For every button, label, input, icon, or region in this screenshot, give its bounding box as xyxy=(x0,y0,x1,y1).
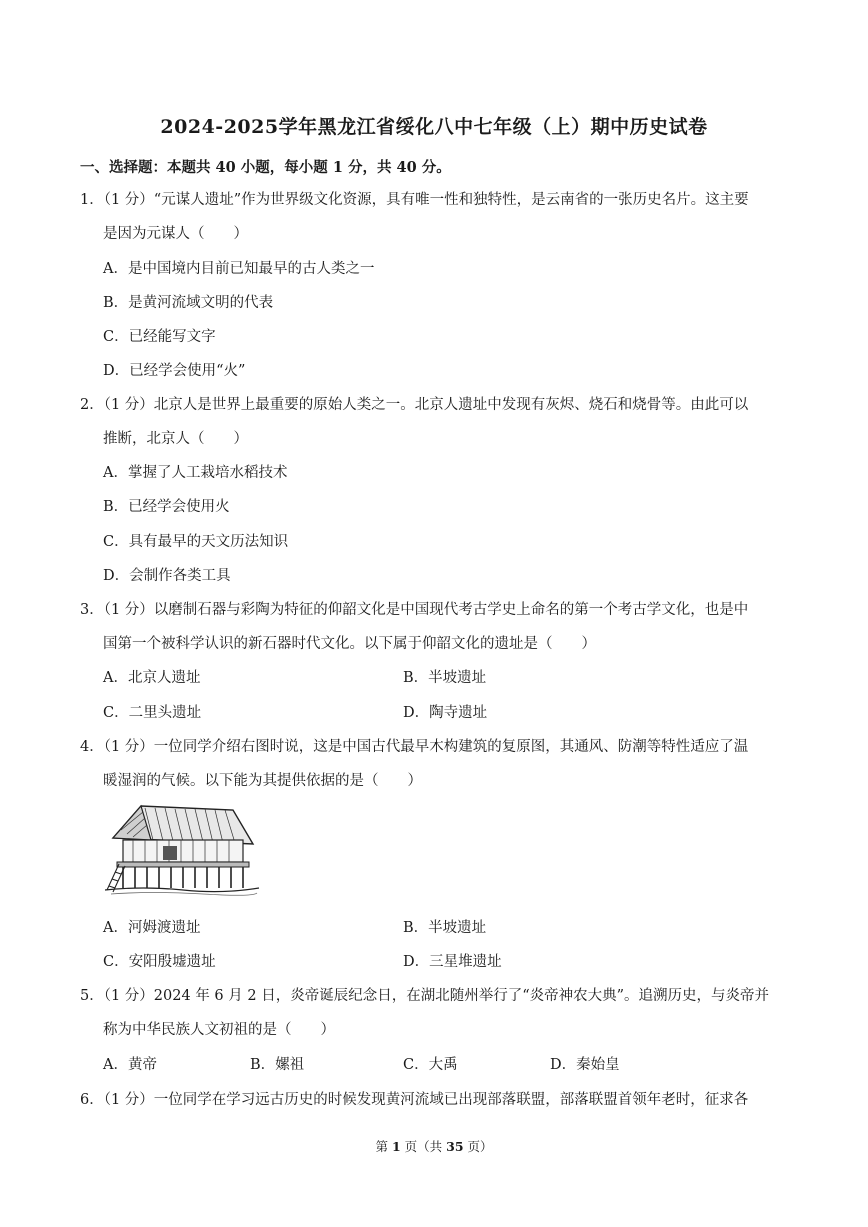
question-4-text: 4．（1 分）一位同学介绍右图时说，这是中国古代最早木构建筑的复原图，其通风、防潮等特性适应了温 xyxy=(80,739,749,755)
question-5-option-d: D．秦始皇 xyxy=(550,1057,620,1073)
footer-total-pages: 35 xyxy=(446,1139,464,1154)
question-4-text-cont: 暖湿润的气候。以下能为其提供依据的是（ ） xyxy=(103,773,422,789)
question-2-option-b: B．已经学会使用火 xyxy=(103,499,230,515)
question-2-option-a: A．掌握了人工栽培水稻技术 xyxy=(103,465,288,481)
question-2-option-d: D．会制作各类工具 xyxy=(103,568,231,584)
question-4-option-d: D．三星堆遗址 xyxy=(403,954,502,970)
question-5-text: 5．（1 分）2024 年 6 月 2 日，炎帝诞辰纪念日，在湖北随州举行了“炎帝神农大典”。追溯历史，与炎帝并 xyxy=(80,988,770,1004)
question-1-option-c: C．已经能写文字 xyxy=(103,329,216,345)
footer-page-number: 1 xyxy=(391,1139,401,1154)
question-2-text-cont: 推断，北京人（ ） xyxy=(103,431,248,447)
footer-suffix: 页） xyxy=(463,1139,493,1154)
question-3-option-b: B．半坡遗址 xyxy=(403,670,487,686)
question-4-option-a: A．河姆渡遗址 xyxy=(103,920,201,936)
question-2-option-c: C．具有最早的天文历法知识 xyxy=(103,534,289,550)
question-1-text-cont: 是因为元谋人（ ） xyxy=(103,226,248,242)
page-footer xyxy=(0,1137,868,1155)
question-1-text: 1．（1 分）“元谋人遗址”作为世界级文化资源，具有唯一性和独特性，是云南省的一张历史名片。这主要 xyxy=(80,192,749,208)
question-3-text-cont: 国第一个被科学认识的新石器时代文化。以下属于仰韶文化的遗址是（ ） xyxy=(103,636,596,652)
question-1-option-d: D．已经学会使用“火” xyxy=(103,363,246,379)
question-2-text: 2．（1 分）北京人是世界上最重要的原始人类之一。北京人遗址中发现有灰烬、烧石和烧骨等。由此可以 xyxy=(80,397,749,413)
question-5-option-a: A．黄帝 xyxy=(103,1057,157,1073)
question-3-option-c: C．二里头遗址 xyxy=(103,705,202,721)
question-4-option-c: C．安阳殷墟遗址 xyxy=(103,954,216,970)
section-heading: 一、选择题：本题共 40 小题，每小题 1 分，共 40 分。 xyxy=(80,159,451,176)
question-1-option-a: A．是中国境内目前已知最早的古人类之一 xyxy=(103,261,375,277)
question-3-option-a: A．北京人遗址 xyxy=(103,670,201,686)
question-1-option-b: B．是黄河流域文明的代表 xyxy=(103,295,274,311)
footer-prefix: 第 xyxy=(375,1139,392,1154)
question-5-option-b: B．嫘祖 xyxy=(250,1057,305,1073)
exam-title: 2024-2025学年黑龙江省绥化八中七年级（上）期中历史试卷 xyxy=(160,116,708,138)
stilt-house-illustration xyxy=(103,800,261,896)
question-6-text: 6．（1 分）一位同学在学习远古历史的时候发现黄河流域已出现部落联盟，部落联盟首领年老时，征求各 xyxy=(80,1092,749,1108)
question-3-text: 3．（1 分）以磨制石器与彩陶为特征的仰韶文化是中国现代考古学史上命名的第一个考古学文化，也是中 xyxy=(80,602,749,618)
question-3-option-d: D．陶寺遗址 xyxy=(403,705,488,721)
question-5-option-c: C．大禹 xyxy=(403,1057,458,1073)
question-5-text-cont: 称为中华民族人文初祖的是（ ） xyxy=(103,1022,335,1038)
question-4-option-b: B．半坡遗址 xyxy=(403,920,487,936)
footer-middle: 页（共 xyxy=(400,1139,447,1154)
